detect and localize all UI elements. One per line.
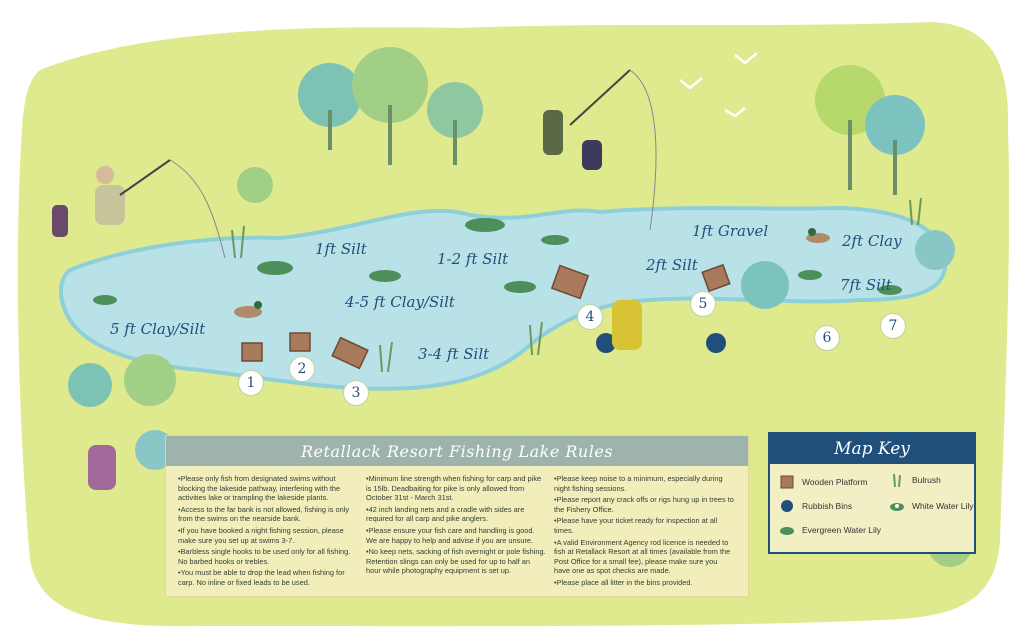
depth-label: 4-5 ft Clay/Silt bbox=[345, 293, 455, 311]
white-water-lily-icon bbox=[888, 498, 906, 514]
rule-item: •No keep nets, sacking of fish overnight or pole fishing. Retention slings can only be used for up to half an hour while photography equipment is set up. bbox=[366, 547, 546, 576]
swim-marker: 4 bbox=[577, 304, 603, 330]
platform-1 bbox=[242, 343, 262, 361]
swim-marker: 1 bbox=[238, 370, 264, 396]
depth-label: 1ft Silt bbox=[315, 240, 367, 258]
key-item-label: Evergreen Water Lily bbox=[802, 525, 882, 535]
rule-item: •Minimum line strength when fishing for carp and pike is 15lb. Deadbaiting for pike is only allowed from October 31st - March 31st. bbox=[366, 474, 542, 503]
bulrush-icon bbox=[888, 472, 906, 488]
depth-label: 2ft Clay bbox=[842, 232, 902, 250]
rule-item: •Please report any crack offs or rigs hung up in trees to the Fishery Office. bbox=[554, 495, 734, 514]
swim-marker: 6 bbox=[814, 325, 840, 351]
rule-item: •Access to the far bank is not allowed, fishing is only from the swims on the nearside bank. bbox=[178, 504, 350, 524]
depth-label: 1-2 ft Silt bbox=[437, 250, 509, 268]
rule-item: •42 inch landing nets and a cradle with sides are required for all carp and pike anglers. bbox=[366, 504, 525, 524]
rubbish-bin-icon bbox=[778, 498, 796, 514]
key-item-wooden-platform bbox=[778, 474, 868, 490]
platform-2 bbox=[290, 333, 310, 351]
swim-marker: 7 bbox=[880, 313, 906, 339]
rules-column-3 bbox=[554, 474, 734, 590]
rules-panel bbox=[165, 435, 749, 597]
map-key-title: Map Key bbox=[770, 434, 974, 464]
key-item-label: White Water Lily bbox=[912, 501, 974, 511]
rule-item: •Please place all litter in the bins provided. bbox=[554, 577, 693, 587]
evergreen-water-lily-icon bbox=[778, 522, 796, 538]
rules-column-1 bbox=[178, 474, 358, 590]
key-item-rubbish-bins bbox=[778, 498, 852, 514]
rule-item: •Please have your ticket ready for inspection at all times. bbox=[554, 516, 718, 535]
rule-item: •Please only fish from designated swims without blocking the lakeside pathway, interfering with the activities lake or trampling the lakeside plants. bbox=[178, 474, 341, 503]
depth-label: 1ft Gravel bbox=[692, 222, 769, 240]
rule-item: •A valid Environment Agency rod licence is needed to fish at Retallack Resort at all times (available from the Post Office for a small fee), please make sure you have one as spot checks are made. bbox=[554, 537, 731, 576]
swim-marker: 5 bbox=[690, 291, 716, 317]
rules-title: Retallack Resort Fishing Lake Rules bbox=[166, 436, 748, 466]
key-item-white-water-lily bbox=[888, 498, 974, 514]
wooden-platform-icon bbox=[778, 474, 796, 490]
key-item-bulrush bbox=[888, 472, 941, 488]
depth-label: 7ft Silt bbox=[840, 276, 892, 294]
swim-marker: 3 bbox=[343, 380, 369, 406]
rule-item: •Please keep noise to a minimum, especially during night fishing sessions. bbox=[554, 474, 723, 493]
depth-label: 5 ft Clay/Silt bbox=[110, 320, 206, 338]
key-item-label: Rubbish Bins bbox=[802, 501, 853, 511]
key-item-label: Bulrush bbox=[912, 475, 941, 485]
rule-item: •You must be able to drop the lead when fishing for carp. No inline or fixed leads to be used. bbox=[178, 568, 345, 587]
rule-item: •If you have booked a night fishing session, please make sure you set up at swims 3-7. bbox=[178, 525, 344, 545]
swim-marker: 2 bbox=[289, 356, 315, 382]
rule-item: •Barbless single hooks to be used only for all fishing. No barbed hooks or trebles. bbox=[178, 547, 351, 566]
rules-column-2 bbox=[366, 474, 546, 578]
key-item-label: Wooden Platform bbox=[802, 477, 868, 487]
key-item-evergreen-water-lily bbox=[778, 522, 881, 538]
depth-label: 3-4 ft Silt bbox=[418, 345, 490, 363]
map-key bbox=[768, 432, 976, 554]
rule-item: •Please ensure your fish care and handling is good. We are happy to help and advise if you are unsure. bbox=[366, 525, 535, 545]
depth-label: 2ft Silt bbox=[646, 256, 698, 274]
